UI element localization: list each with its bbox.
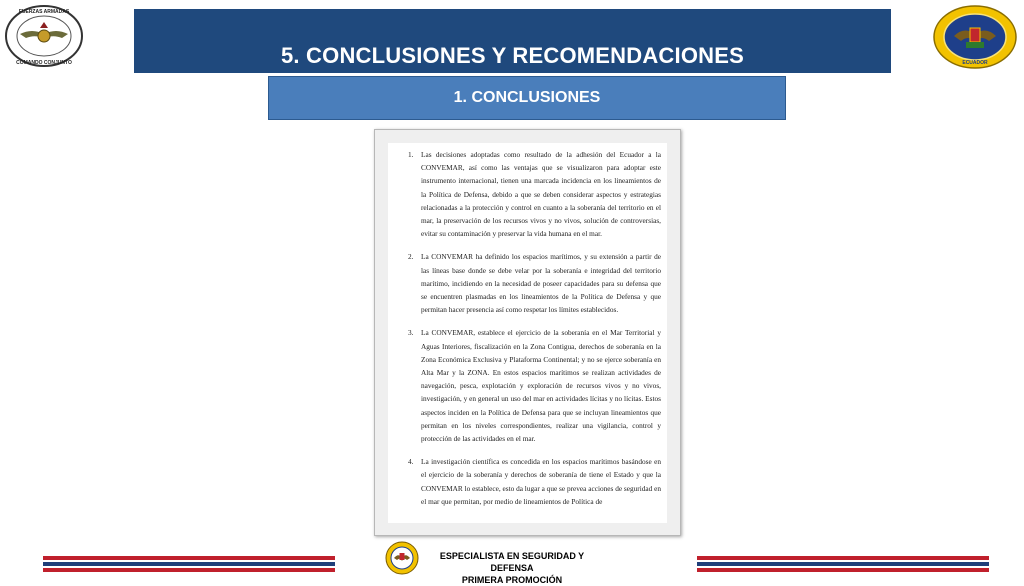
svg-text:FUERZAS ARMADAS: FUERZAS ARMADAS xyxy=(18,9,70,15)
svg-text:ECUADOR: ECUADOR xyxy=(962,60,988,66)
item-text: La CONVEMAR ha definido los espacios marítimos, y su extensión a partir de las líneas base donde se debe velar por la soberanía e integridad del territorio marítimo, incidiendo en la necesidad de poseer capacidades para su defensa que se encuentren plasmadas en los lineamientos de la Política de Defensa y que permitan hacer presencia así como respetar los límites establecidos. xyxy=(421,252,661,315)
section-banner xyxy=(268,76,786,120)
footer-stripes-right xyxy=(697,556,989,574)
blue-stripe xyxy=(43,562,335,566)
section-title: 1. CONCLUSIONES xyxy=(453,89,601,106)
national-defense-seal-logo xyxy=(932,4,1018,70)
item-text: La CONVEMAR, establece el ejercicio de la soberanía en el Mar Territorial y Aguas Interiores, fiscalización en la Zona Contigua, derechos de soberanía en la Zona Económica Exclusiva y Plataforma Continental; y no se ejerce soberanía en Alta Mar y la ZONA. En estos espacios marítimos se realizan actividades de navegación, pesca, explotación y exploración de recursos vivos y no vivos, investigación, y en general un uso del mar en actividades lícitas y no lícitas. Estos aspectos inciden en la Política de Defensa para que se incluyan lineamientos que permitan en los niveles correspondientes, realizar una vigilancia, control y protección de las actividades en el mar. xyxy=(421,328,661,444)
footer-seal-icon xyxy=(385,541,419,575)
footer-caption xyxy=(425,550,599,586)
header-banner xyxy=(134,9,891,73)
footer-line-2: PRIMERA PROMOCIÓN xyxy=(461,575,563,585)
comando-conjunto-logo xyxy=(4,4,84,68)
item-number: 3. xyxy=(408,328,414,338)
item-text: La investigación científica es concedida en los espacios marítimos basándose en el ejercicio de la soberanía y derechos de soberanía de tiene el Estado y que la CONVEMAR lo establece, esto da lugar a que se prevea acciones de seguridad en el mar que permitan, por medio de lineamientos de Política de xyxy=(421,457,661,506)
list-item xyxy=(408,455,661,508)
svg-text:COMANDO CONJUNTO: COMANDO CONJUNTO xyxy=(16,60,72,66)
item-text: Las decisiones adoptadas como resultado de la adhesión del Ecuador a la CONVEMAR, así como las ventajas que se visualizaron para adoptar este instrumento internacional, tienen una marcada incidencia en los lineamientos de la Política de Defensa, debido a que se deben considerar aspectos y estrategias relacionadas a la protección y control en cuanto a la soberanía del territorio en el mar, la preservación de los recursos vivos y no vivos, solución de controversias, evitar su contaminación y preservar la vida humana en el mar. xyxy=(421,150,661,239)
item-number: 1. xyxy=(408,150,414,159)
blue-stripe xyxy=(697,562,989,566)
list-item xyxy=(408,250,661,316)
item-number: 2. xyxy=(408,252,414,262)
list-item xyxy=(408,326,661,445)
footer-line-1: ESPECIALISTA EN SEGURIDAD Y DEFENSA xyxy=(439,551,585,573)
footer-stripes-left xyxy=(43,556,335,574)
red-stripe xyxy=(697,556,989,560)
red-stripe xyxy=(43,556,335,560)
red-stripe xyxy=(43,568,335,572)
page-title: 5. CONCLUSIONES Y RECOMENDACIONES xyxy=(281,43,744,68)
document-frame xyxy=(374,129,681,536)
list-item xyxy=(408,148,661,240)
item-number: 4. xyxy=(408,457,414,467)
red-stripe xyxy=(697,568,989,572)
conclusions-list xyxy=(408,148,661,518)
document-page xyxy=(388,143,667,523)
